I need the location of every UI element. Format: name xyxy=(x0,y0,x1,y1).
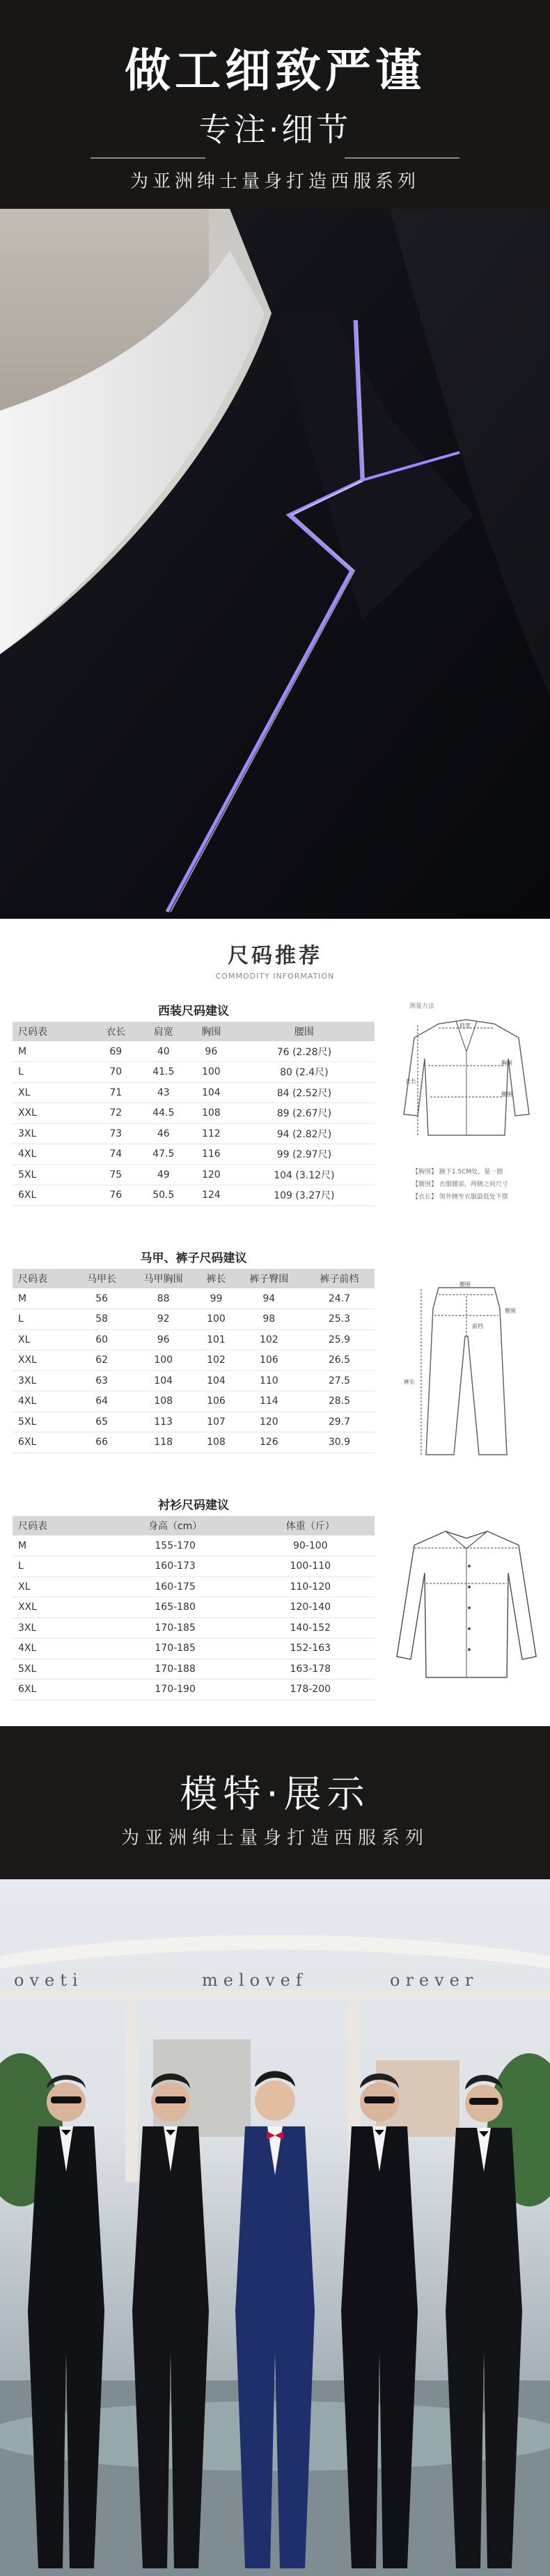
table-cell: 109 (3.27尺) xyxy=(234,1185,375,1206)
label-chest: 胸围 xyxy=(501,1060,512,1066)
table-cell: 25.9 xyxy=(304,1329,375,1350)
table-cell: 104 xyxy=(189,1082,234,1103)
table-cell: 120 xyxy=(234,1412,304,1432)
table-cell: L xyxy=(13,1062,93,1083)
table-cell: 4XL xyxy=(13,1391,75,1412)
lapel-illustration xyxy=(0,209,550,919)
table-cell: 112 xyxy=(189,1123,234,1144)
table-cell: 100 xyxy=(189,1062,234,1083)
pants-table-title: 马甲、裤子尺码建议 xyxy=(140,1251,247,1265)
table-cell: 40 xyxy=(139,1041,189,1062)
table-cell: 4XL xyxy=(13,1638,104,1659)
table-cell: M xyxy=(13,1535,104,1556)
arch-lettering: melovef xyxy=(202,1970,308,1990)
table-cell: 6XL xyxy=(13,1432,75,1453)
table-cell: XXL xyxy=(13,1350,75,1371)
table-header-row xyxy=(13,1516,375,1535)
model-group-photo xyxy=(0,1879,550,2576)
table-cell: 170-185 xyxy=(104,1638,246,1659)
table-cell: XL xyxy=(13,1329,75,1350)
table-cell: 92 xyxy=(128,1309,198,1330)
table-cell: 41.5 xyxy=(139,1062,189,1083)
column-header: 裤长 xyxy=(198,1269,234,1288)
table-cell: 70 xyxy=(93,1062,139,1083)
table-cell: 3XL xyxy=(13,1618,104,1638)
table-cell: 124 xyxy=(189,1185,234,1206)
table-cell: 100 xyxy=(128,1350,198,1371)
suit-measurement-diagram xyxy=(390,1001,543,1149)
table-row xyxy=(13,1659,375,1680)
table-cell: 140-152 xyxy=(246,1618,375,1638)
column-header: 裤子臀围 xyxy=(234,1269,304,1288)
table-cell: 170-188 xyxy=(104,1659,246,1680)
column-header: 尺码表 xyxy=(13,1269,75,1288)
size-recommendation-section xyxy=(0,919,550,1726)
size-section-title: 尺码推荐 xyxy=(228,944,322,968)
lapel-detail-photo xyxy=(0,209,550,919)
table-row xyxy=(13,1556,375,1577)
table-cell: 118 xyxy=(128,1432,198,1453)
table-cell: 108 xyxy=(189,1103,234,1124)
label-waist: 腰围 xyxy=(501,1091,512,1098)
table-cell: 152-163 xyxy=(246,1638,375,1659)
diagram-caption: 测量方法 xyxy=(409,1003,435,1010)
table-cell: 100-110 xyxy=(246,1556,375,1577)
table-cell: 64 xyxy=(75,1391,128,1412)
table-cell: XXL xyxy=(13,1597,104,1618)
legend-line: 【衣长】 领外侧至衣服最低处下摆 xyxy=(412,1194,508,1201)
table-cell: 56 xyxy=(75,1288,128,1309)
table-cell: M xyxy=(13,1041,93,1062)
table-row xyxy=(13,1082,375,1103)
table-cell: 96 xyxy=(128,1329,198,1350)
pants-measurement-diagram xyxy=(390,1281,543,1462)
divider-left xyxy=(91,157,205,159)
table-cell: 120-140 xyxy=(246,1597,375,1618)
table-cell: 106 xyxy=(198,1391,234,1412)
table-row xyxy=(13,1103,375,1124)
suit-measure-legend xyxy=(412,1166,508,1203)
table-row xyxy=(13,1638,375,1659)
table-row xyxy=(13,1185,375,1206)
table-cell: 178-200 xyxy=(246,1680,375,1700)
table-cell: 165-180 xyxy=(104,1597,246,1618)
table-cell: 110-120 xyxy=(246,1577,375,1597)
column-header: 胸围 xyxy=(189,1022,234,1041)
table-cell: 89 (2.67尺) xyxy=(234,1103,375,1124)
table-cell: 76 (2.28尺) xyxy=(234,1041,375,1062)
table-cell: 90-100 xyxy=(246,1535,375,1556)
table-cell: 24.7 xyxy=(304,1288,375,1309)
column-header: 尺码表 xyxy=(13,1022,93,1041)
column-header: 裤子前档 xyxy=(304,1269,375,1288)
table-cell: XL xyxy=(13,1577,104,1597)
table-cell: 113 xyxy=(128,1412,198,1432)
table-cell: M xyxy=(13,1288,75,1309)
column-header: 体重（斤） xyxy=(246,1516,375,1535)
table-cell: 66 xyxy=(75,1432,128,1453)
table-cell: 65 xyxy=(75,1412,128,1432)
table-cell: 160-173 xyxy=(104,1556,246,1577)
shirt-size-table xyxy=(13,1516,375,1700)
label-length: 衣长 xyxy=(405,1078,416,1084)
table-cell: 75 xyxy=(93,1164,139,1185)
table-cell: 27.5 xyxy=(304,1370,375,1391)
table-row xyxy=(13,1597,375,1618)
column-header: 身高（cm） xyxy=(104,1516,246,1535)
model-showcase-banner xyxy=(0,1726,550,1879)
table-cell: 102 xyxy=(198,1350,234,1371)
table-cell: 84 (2.52尺) xyxy=(234,1082,375,1103)
table-cell: 49 xyxy=(139,1164,189,1185)
divider-right xyxy=(345,157,459,159)
table-row xyxy=(13,1412,375,1432)
table-row xyxy=(13,1288,375,1309)
table-cell: 6XL xyxy=(13,1680,104,1700)
table-cell: 5XL xyxy=(13,1164,93,1185)
table-cell: 58 xyxy=(75,1309,128,1330)
suit-size-table xyxy=(13,1022,375,1206)
table-cell: L xyxy=(13,1556,104,1577)
table-cell: 71 xyxy=(93,1082,139,1103)
table-row xyxy=(13,1329,375,1350)
table-cell: 99 xyxy=(198,1288,234,1309)
table-row xyxy=(13,1309,375,1330)
table-cell: 46 xyxy=(139,1123,189,1144)
pants-size-table xyxy=(13,1269,375,1453)
table-cell: 96 xyxy=(189,1041,234,1062)
suit-table-title: 西装尺码建议 xyxy=(158,1004,229,1018)
column-header: 马甲长 xyxy=(75,1269,128,1288)
table-cell: 30.9 xyxy=(304,1432,375,1453)
table-cell: 94 xyxy=(234,1288,304,1309)
table-row xyxy=(13,1144,375,1165)
legend-line: 【腰围】 衣服腰部，两侧之间尺寸 xyxy=(412,1181,508,1188)
table-cell: 29.7 xyxy=(304,1412,375,1432)
table-cell: 76 xyxy=(93,1185,139,1206)
table-cell: XXL xyxy=(13,1103,93,1124)
table-cell: 44.5 xyxy=(139,1103,189,1124)
table-cell: 26.5 xyxy=(304,1350,375,1371)
table-row xyxy=(13,1577,375,1597)
shirt-table-title: 衬衫尺码建议 xyxy=(158,1499,229,1512)
table-cell: 74 xyxy=(93,1144,139,1165)
table-cell: 72 xyxy=(93,1103,139,1124)
table-row xyxy=(13,1164,375,1185)
hero-subtitle: 专注·细节 xyxy=(198,111,352,148)
column-header: 尺码表 xyxy=(13,1516,104,1535)
table-cell: 106 xyxy=(234,1350,304,1371)
table-header-row xyxy=(13,1269,375,1288)
hero-tagline: 为亚洲绅士量身打造西服系列 xyxy=(129,171,420,192)
table-row xyxy=(13,1680,375,1700)
table-cell: 25.3 xyxy=(304,1309,375,1330)
column-header: 腰围 xyxy=(234,1022,375,1041)
arch-lettering: oveti xyxy=(14,1970,84,1990)
table-cell: 69 xyxy=(93,1041,139,1062)
table-row xyxy=(13,1350,375,1371)
table-cell: 108 xyxy=(128,1391,198,1412)
table-cell: 88 xyxy=(128,1288,198,1309)
table-cell: 43 xyxy=(139,1082,189,1103)
model-section-title: 模特·展示 xyxy=(180,1772,370,1816)
table-cell: 62 xyxy=(75,1350,128,1371)
arch-lettering: orever xyxy=(390,1970,479,1990)
table-row xyxy=(13,1391,375,1412)
table-cell: XL xyxy=(13,1082,93,1103)
table-cell: 104 (3.12尺) xyxy=(234,1164,375,1185)
table-cell: 28.5 xyxy=(304,1391,375,1412)
column-header: 肩宽 xyxy=(139,1022,189,1041)
table-cell: 99 (2.97尺) xyxy=(234,1144,375,1165)
table-cell: 102 xyxy=(234,1329,304,1350)
table-cell: 170-185 xyxy=(104,1618,246,1638)
table-row xyxy=(13,1370,375,1391)
table-cell: 50.5 xyxy=(139,1185,189,1206)
table-cell: 98 xyxy=(234,1309,304,1330)
label-shoulder: 肩宽 xyxy=(459,1022,471,1029)
label-rise: 前档 xyxy=(472,1323,483,1329)
table-row xyxy=(13,1535,375,1556)
table-cell: L xyxy=(13,1309,75,1330)
table-cell: 3XL xyxy=(13,1370,75,1391)
table-row xyxy=(13,1123,375,1144)
table-cell: 101 xyxy=(198,1329,234,1350)
table-cell: 110 xyxy=(234,1370,304,1391)
table-cell: 104 xyxy=(128,1370,198,1391)
table-cell: 4XL xyxy=(13,1144,93,1165)
table-cell: 104 xyxy=(198,1370,234,1391)
table-cell: 6XL xyxy=(13,1185,93,1206)
table-cell: 160-175 xyxy=(104,1577,246,1597)
table-row xyxy=(13,1432,375,1453)
table-cell: 120 xyxy=(189,1164,234,1185)
legend-line: 【胸围】 腋下1.5CM处，量一圈 xyxy=(412,1169,503,1176)
table-cell: 107 xyxy=(198,1412,234,1432)
table-cell: 5XL xyxy=(13,1659,104,1680)
column-header: 马甲胸围 xyxy=(128,1269,198,1288)
table-cell: 116 xyxy=(189,1144,234,1165)
table-cell: 108 xyxy=(198,1432,234,1453)
table-cell: 3XL xyxy=(13,1123,93,1144)
table-cell: 47.5 xyxy=(139,1144,189,1165)
table-cell: 114 xyxy=(234,1391,304,1412)
hero-banner xyxy=(0,0,550,209)
table-cell: 155-170 xyxy=(104,1535,246,1556)
table-cell: 60 xyxy=(75,1329,128,1350)
table-cell: 163-178 xyxy=(246,1659,375,1680)
table-cell: 73 xyxy=(93,1123,139,1144)
label-inseam: 裤长 xyxy=(404,1379,415,1385)
label-waist: 腰围 xyxy=(459,1281,471,1288)
model-section-tagline: 为亚洲绅士量身打造西服系列 xyxy=(120,1828,429,1849)
column-header: 衣长 xyxy=(93,1022,139,1041)
table-header-row xyxy=(13,1022,375,1041)
label-hip: 臀围 xyxy=(505,1308,516,1314)
table-cell: 126 xyxy=(234,1432,304,1453)
table-cell: 5XL xyxy=(13,1412,75,1432)
hero-title: 做工细致严谨 xyxy=(125,44,425,97)
shirt-measurement-diagram xyxy=(390,1517,543,1684)
table-cell: 100 xyxy=(198,1309,234,1330)
table-row xyxy=(13,1041,375,1062)
models-illustration xyxy=(0,1879,550,2576)
table-row xyxy=(13,1618,375,1638)
size-section-subtitle: COMMODITY INFORMATION xyxy=(215,972,335,981)
table-row xyxy=(13,1062,375,1083)
table-cell: 170-190 xyxy=(104,1680,246,1700)
table-cell: 94 (2.82尺) xyxy=(234,1123,375,1144)
table-cell: 63 xyxy=(75,1370,128,1391)
table-cell: 80 (2.4尺) xyxy=(234,1062,375,1083)
